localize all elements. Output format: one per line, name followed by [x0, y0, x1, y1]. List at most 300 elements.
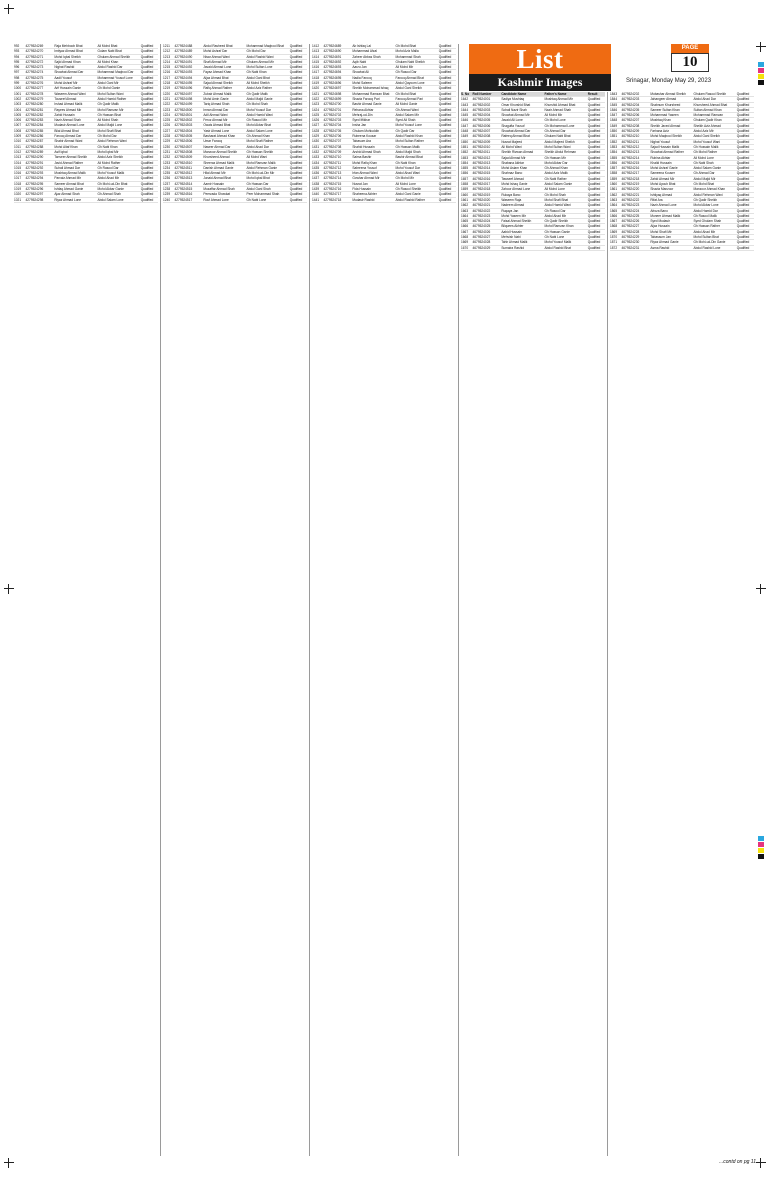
candidate-name-cell: Umar Farooq [203, 139, 223, 144]
result-cell: Qualified [587, 240, 601, 245]
table-row [312, 198, 456, 203]
roll-number-cell: 4279524492 [174, 65, 193, 70]
candidate-name-cell: Raja Mehboob Bhat [54, 44, 83, 48]
serial-cell: 1014 [14, 160, 22, 165]
roll-number-cell: 4679524227 [621, 224, 640, 229]
father-name-cell: Gh Qadir Dar [395, 128, 415, 133]
result-cell: Qualified [736, 123, 750, 128]
result-cell: Qualified [289, 86, 303, 91]
roll-number-cell: 4279524281 [25, 107, 44, 112]
roll-number-cell: 4279524274 [25, 70, 44, 75]
serial-cell: 1237 [163, 181, 171, 186]
roll-number-cell: 4679524009 [472, 139, 491, 144]
roll-number-cell: 4679524026 [472, 229, 491, 234]
candidate-name-cell: Omar Khurshid Bhat [501, 102, 531, 107]
father-name-cell: Abdul Gani Mir [97, 81, 119, 86]
father-name-cell: Mohd Ramzan Malik [246, 160, 276, 165]
result-cell: Qualified [438, 197, 452, 202]
candidate-name-cell: Sheeraz Ahmad Malik [203, 160, 235, 165]
roll-number-cell: 4279524275 [25, 75, 44, 80]
father-name-cell: Mohammad Maqbool Bhat [246, 44, 284, 48]
father-name-cell: Mushtaq Ahmad Mir [544, 97, 573, 102]
father-name-cell: Gh Hassan Sheikh [246, 149, 274, 154]
roll-number-cell: 4679524225 [621, 213, 640, 218]
roll-number-cell: 4279524271 [25, 54, 44, 59]
candidate-name-cell: Tahir Ahmad Malik [501, 240, 528, 245]
candidate-name-cell: Mohd Shafi Mir [650, 229, 672, 234]
serial-cell: 1212 [163, 49, 171, 54]
result-cell: Qualified [736, 107, 750, 112]
roll-number-cell: 4279524504 [174, 128, 193, 133]
roll-number-cell: 4279524296 [25, 187, 44, 192]
result-cell: Qualified [289, 128, 303, 133]
roll-number-cell: 4679524230 [621, 240, 640, 245]
roll-number-cell: 4279524517 [174, 197, 193, 202]
candidate-name-cell: Rehana Akhtar [352, 107, 374, 112]
candidate-name-cell: Afroza Bano [650, 208, 668, 213]
roll-number-cell: 4279524496 [174, 86, 193, 91]
result-cell: Qualified [587, 160, 601, 165]
roll-number-cell: 4679524017 [472, 182, 491, 187]
result-cell: Qualified [140, 86, 154, 91]
roll-number-cell: 4279524690 [323, 49, 342, 54]
serial-cell: 1656 [461, 171, 469, 176]
father-name-cell: Abdul Hamid Rather [97, 96, 127, 101]
candidate-name-cell: Bilal Ahmad Bhat [54, 128, 79, 133]
father-name-cell: Nazir Ahmad Shah [544, 107, 572, 112]
roll-number-cell: 4279524696 [323, 81, 342, 86]
candidate-name-cell: Zahid Hussain [54, 112, 75, 117]
father-name-cell: Abdul Rashid Wani [246, 54, 274, 59]
result-cell: Qualified [736, 213, 750, 218]
page-number-box [671, 44, 709, 72]
roll-number-cell: 4279524508 [174, 149, 193, 154]
result-cell: Qualified [736, 102, 750, 107]
serial-cell: 1008 [14, 128, 22, 133]
serial-cell: 1434 [312, 160, 320, 165]
result-cell: Qualified [438, 86, 452, 91]
father-name-cell: Mohd Yousuf Wani [693, 139, 720, 144]
roll-number-cell: 4279524291 [25, 160, 44, 165]
father-name-cell: Gh Mohd Ganie [97, 86, 121, 91]
father-name-cell: Gh Mohi-ud-Din Mir [246, 171, 275, 176]
result-cell: Qualified [587, 229, 601, 234]
result-cell: Qualified [736, 219, 750, 224]
roll-number-cell: 4279524495 [174, 81, 193, 86]
candidate-name-cell: Gowhar Ahmad Mir [352, 176, 380, 181]
result-cell: Qualified [438, 165, 452, 170]
candidate-name-cell: Ishfaq Ahmad Ganie [54, 187, 84, 192]
serial-cell: 1648 [461, 129, 469, 134]
father-name-cell: Gh Hassan Malik [395, 144, 420, 149]
father-name-cell: Ali Mohd Mir [544, 113, 563, 118]
candidate-name-cell: Mohd Ishaq Ganie [501, 182, 528, 187]
listing-column [163, 44, 307, 1156]
result-cell: Qualified [289, 181, 303, 186]
candidate-name-cell: Sheikh Rizwan Ahmad [501, 150, 534, 155]
roll-number-cell: 4679524014 [472, 166, 491, 171]
serial-cell: 1847 [610, 113, 618, 118]
serial-cell: 1845 [610, 102, 618, 107]
candidate-name-cell: Peerzada Showkat [203, 192, 231, 197]
result-cell: Qualified [140, 54, 154, 59]
serial-cell: 1004 [14, 107, 22, 112]
dateline: Srinagar, Monday May 29, 2023 [626, 78, 712, 84]
listing-column [312, 44, 456, 1156]
roll-number-cell: 4279524713 [323, 171, 342, 176]
candidate-name-cell: Tabasum Ara [352, 139, 371, 144]
candidate-name-cell: Rayees Ahmad Mir [54, 107, 82, 112]
result-cell: Qualified [289, 70, 303, 75]
result-cell: Qualified [438, 91, 452, 96]
serial-cell: 1019 [14, 187, 22, 192]
candidate-name-cell: Javaid Ali Lone [501, 118, 523, 123]
candidate-name-cell: Nadia Farooq [352, 75, 372, 80]
result-cell: Qualified [140, 112, 154, 117]
serial-cell: 1664 [461, 213, 469, 218]
roll-number-cell: 4679524213 [621, 150, 640, 155]
father-name-cell: Gh Ahmad Khan [544, 166, 568, 171]
father-name-cell: Syed Ghulam Shah [693, 219, 722, 224]
father-name-cell: Abdul Majid Mir [693, 176, 716, 181]
father-name-cell: Gh Hassan Ganie [544, 229, 570, 234]
result-cell: Qualified [289, 107, 303, 112]
roll-number-cell: 4679524024 [472, 219, 491, 224]
candidate-name-cell: Mohd Rafiq Khan [352, 160, 377, 165]
father-name-cell: Gh Mohi-ud-Din Ganie [693, 240, 726, 245]
candidate-name-cell: Syed Mudasir [650, 219, 670, 224]
roll-number-cell: 4279524501 [174, 112, 193, 117]
roll-number-cell: 4279524277 [25, 86, 44, 91]
candidate-name-cell: Muneer Ahmad Malik [650, 213, 681, 218]
candidate-name-cell: Aamir Hussain [203, 181, 225, 186]
candidate-name-cell: Irfan Ahmad Wani [352, 171, 378, 176]
candidate-name-cell: Candidate Name [501, 92, 527, 96]
page-number: 10 [671, 53, 709, 72]
result-cell: Qualified [736, 197, 750, 202]
candidate-name-cell: Mohd Altaf Khan [54, 144, 78, 149]
father-name-cell: Mohd Yousuf Lone [395, 123, 422, 128]
father-name-cell: Mohd Yousuf Dar [395, 165, 420, 170]
serial-cell: 1433 [312, 155, 320, 160]
result-cell: Qualified [289, 44, 303, 48]
roll-number-cell: 4279524697 [323, 86, 342, 91]
candidate-name-cell: Parvaiz Ahmad Mir [54, 176, 82, 181]
roll-number-cell: 4679524016 [472, 176, 491, 181]
candidate-name-cell: Nusrat Jan [352, 181, 368, 186]
father-name-cell: Gh Ahmad Shah [97, 192, 121, 197]
serial-cell: 1428 [312, 128, 320, 133]
color-swatch [758, 74, 764, 79]
roll-number-cell: 4279524701 [323, 107, 342, 112]
listing-column [461, 92, 605, 1156]
table-row [610, 246, 754, 251]
result-cell: Qualified [587, 245, 601, 250]
candidate-name-cell: Rouf Ahmad Lone [203, 197, 229, 202]
serial-cell: 1216 [163, 70, 171, 75]
listing-column [14, 44, 158, 1156]
candidate-name-cell: Mohd Aslam Khan [501, 166, 528, 171]
father-name-cell: Gh Mohammad Lone [544, 123, 575, 128]
candidate-name-cell: Fida Hussain [352, 187, 371, 192]
result-cell: Qualified [140, 44, 154, 48]
serial-cell: 1231 [163, 149, 171, 154]
result-cell: Qualified [438, 144, 452, 149]
registration-mark [756, 584, 766, 594]
serial-cell: 1430 [312, 139, 320, 144]
serial-cell: 1649 [461, 134, 469, 139]
result-cell: Qualified [289, 155, 303, 160]
candidate-name-cell: Javid Ahmad Rather [54, 160, 84, 165]
serial-cell: 1000 [14, 86, 22, 91]
result-cell: Qualified [289, 96, 303, 101]
roll-number-cell: 4279524704 [323, 123, 342, 128]
father-name-cell: Abdul Rashid Khan [395, 134, 423, 139]
roll-number-cell: 4679524010 [472, 144, 491, 149]
result-cell: Qualified [289, 75, 303, 80]
candidate-name-cell: Waseem Ahmad Wani [54, 91, 86, 96]
result-cell: Qualified [289, 112, 303, 117]
father-name-cell: Mohd Sultan Lone [246, 65, 273, 70]
roll-number-cell: 4679524013 [472, 160, 491, 165]
result-cell: Qualified [438, 160, 452, 165]
father-name-cell: Ali Mohd Ganie [395, 102, 418, 107]
serial-cell: 1869 [610, 229, 618, 234]
roll-number-cell: 4279524711 [323, 160, 342, 165]
serial-cell: 1431 [312, 144, 320, 149]
candidate-name-cell: Ruqaya Jan [501, 208, 519, 213]
father-name-cell: Abdul Ahad Wani [395, 171, 420, 176]
father-name-cell: Mohammad Shah [395, 54, 421, 59]
roll-number-cell: 4279524712 [323, 165, 342, 170]
candidate-name-cell: Aarzu Jan [352, 65, 367, 70]
serial-cell: 1670 [461, 245, 469, 250]
serial-cell: 1011 [14, 144, 21, 149]
result-cell: Qualified [140, 96, 154, 101]
serial-cell: 1419 [312, 81, 320, 86]
roll-number-cell: 4279524698 [323, 91, 342, 96]
candidate-name-cell: Showkat Ali [352, 70, 369, 75]
serial-cell: 1858 [610, 171, 618, 176]
roll-number-cell: 4279524699 [323, 96, 342, 101]
serial-cell: 1435 [312, 165, 320, 170]
masthead [469, 44, 611, 91]
father-name-cell: Abdul Salam Ganie [544, 182, 572, 187]
candidate-name-cell: Shabir Ahmad Wani [54, 139, 83, 144]
result-cell: Qualified [587, 129, 601, 134]
serial-cell: 1223 [163, 107, 171, 112]
serial-cell: 1211 [163, 44, 170, 48]
roll-number-cell: 4679524001 [472, 97, 491, 102]
candidate-name-cell: Imtiyaz Ahmad Bhat [54, 49, 83, 54]
result-cell: Qualified [736, 150, 750, 155]
candidate-name-cell: Hilal Ahmad Mir [203, 171, 226, 176]
roll-number-cell: 4679524002 [472, 102, 491, 107]
result-cell: Qualified [140, 107, 154, 112]
candidate-name-cell: Sajad Ahmad Sheikh [203, 81, 233, 86]
father-name-cell: Gh Qadir Malik [97, 102, 119, 107]
candidate-name-cell: Showkat Ahmad Rather [650, 150, 684, 155]
father-name-cell: Sheikh Aziz Ahmad [693, 123, 721, 128]
candidate-name-cell: Naseer Ahmad Dar [203, 144, 231, 149]
roll-number-cell: 4279524718 [323, 197, 342, 202]
candidate-name-cell: Mubashar Ahmad Sheikh [650, 92, 686, 96]
roll-number-cell: 4679524021 [472, 203, 491, 208]
serial-cell: 995 [14, 59, 20, 64]
page-label: PAGE [671, 44, 709, 53]
roll-number-cell: 4279524503 [174, 123, 193, 128]
father-name-cell: Abdul Ahad Mir [97, 176, 120, 181]
candidate-name-cell: Basharat Ahmad Khan [203, 134, 236, 139]
roll-number-cell: 4279524705 [323, 128, 342, 133]
result-cell: Qualified [438, 75, 452, 80]
serial-cell: 1239 [163, 192, 171, 197]
serial-cell: 1653 [461, 155, 469, 160]
result-cell: Qualified [140, 176, 154, 181]
roll-number-cell: 4679524224 [621, 208, 640, 213]
roll-number-cell: 4679524022 [472, 208, 491, 213]
roll-number-cell: 4279524513 [174, 176, 193, 181]
father-name-cell: Gh Hassan Dar [246, 181, 269, 186]
father-name-cell: Gh Mohd Shah [246, 102, 268, 107]
father-name-cell: Abdul Rashid Bhat [544, 245, 571, 250]
serial-cell: 1848 [610, 118, 618, 123]
roll-number-cell: 4679524219 [621, 182, 640, 187]
father-name-cell: Abdul Salam Lone [97, 197, 124, 202]
father-name-cell: Khurshid Ahmad Bhat [544, 102, 576, 107]
candidate-name-cell: Nusrat Majeed [501, 139, 523, 144]
roll-number-cell: 4679524203 [621, 97, 640, 102]
result-cell: Qualified [289, 134, 303, 139]
candidate-name-cell: Sheikh Mohammad Ishaq [352, 86, 389, 91]
candidate-name-cell: Suhail Ahmad Dar [54, 165, 81, 170]
roll-number-cell: 4679524202 [621, 92, 640, 96]
candidate-name-cell: Sabreena Yousuf [352, 165, 377, 170]
candidate-name-cell: Tabassum Jan [650, 235, 671, 240]
father-name-cell: Gh Mohd Lone [544, 118, 566, 123]
candidate-name-cell: Ali Mohd Wani [501, 144, 522, 149]
serial-cell: 1213 [163, 54, 171, 59]
roll-number-cell: 4279524515 [174, 187, 193, 192]
table-row [14, 198, 158, 203]
father-name-cell: Gh Nabi Shah [693, 160, 714, 165]
result-cell: Qualified [289, 144, 303, 149]
result-cell: Qualified [587, 144, 601, 149]
father-name-cell: Abdul Ahad Dar [246, 144, 269, 149]
serial-cell: 1644 [461, 107, 469, 112]
roll-number-cell: 4279524298 [25, 197, 44, 202]
candidate-name-cell: Mohd Saleem [352, 81, 372, 86]
roll-number-cell: 4279524715 [323, 181, 342, 186]
result-cell: Qualified [289, 187, 303, 192]
result-cell: Qualified [438, 44, 452, 48]
roll-number-cell: 4279524510 [174, 160, 193, 165]
roll-number-cell: 4279524707 [323, 139, 342, 144]
candidate-name-cell: Shazia Farooq Pari [352, 96, 380, 101]
serial-cell: 1421 [312, 91, 320, 96]
candidate-name-cell: Aijaz Hussain [650, 224, 670, 229]
father-name-cell: Mohammad Ramzan [693, 113, 724, 118]
father-name-cell: Manzoor Ahmad Khan [693, 187, 726, 192]
father-name-cell: Abdul Salam Mir [395, 112, 419, 117]
result-cell: Qualified [438, 181, 452, 186]
father-name-cell: Mohd Iqbal Bhat [246, 176, 270, 181]
result-cell: Qualified [438, 96, 452, 101]
roll-number-cell: 4679524217 [621, 171, 640, 176]
serial-cell: 1441 [312, 197, 320, 202]
result-cell: Qualified [587, 150, 601, 155]
candidate-name-cell: Showkat Ahmad Dar [501, 129, 531, 134]
serial-cell: 1860 [610, 182, 618, 187]
serial-cell: 1418 [312, 75, 320, 80]
father-name-cell: Mohd Sultan Rather [395, 139, 424, 144]
result-cell: Qualified [140, 102, 154, 107]
candidate-name-cell: Sadiya Mushtaq [501, 97, 525, 102]
serial-cell: 1861 [610, 187, 618, 192]
candidate-name-cell: Feroz Ahmad Mir [203, 118, 228, 123]
roll-number-cell: 4279524284 [25, 123, 44, 128]
roll-number-cell: 4279524292 [25, 165, 44, 170]
candidate-name-cell: Sajad Ahmad Mir [501, 155, 526, 160]
father-name-cell: Abdul Salam Lone [246, 128, 273, 133]
roll-number-cell: 4679524231 [621, 245, 640, 250]
serial-cell: 1659 [461, 187, 469, 192]
result-cell: Qualified [736, 171, 750, 176]
result-cell: Qualified [140, 155, 154, 160]
serial-cell: 1850 [610, 129, 618, 134]
candidate-name-cell: Khalid Hussain [650, 160, 672, 165]
result-cell: Qualified [736, 240, 750, 245]
candidate-name-cell: Asif Iqbal [54, 149, 68, 154]
candidate-name-cell: Arshid Ahmad Shah [352, 149, 381, 154]
roll-number-cell: 4679524020 [472, 197, 491, 202]
serial-cell: 1217 [163, 75, 171, 80]
result-cell: Qualified [736, 92, 750, 96]
candidate-name-cell: Shagufta Yousuf [501, 123, 525, 128]
result-cell: Qualified [438, 187, 452, 192]
candidate-name-cell: Farooq Ahmad Dar [54, 134, 82, 139]
father-name-cell: Mohd Akbar Lone [693, 203, 719, 208]
father-name-cell: Gh Mohd Bhat [693, 182, 715, 187]
candidate-name-cell: Mohammad Ramzan Bhat [352, 91, 390, 96]
result-cell: Qualified [438, 128, 452, 133]
result-cell: Qualified [736, 182, 750, 187]
serial-cell: 1849 [610, 123, 618, 128]
father-name-cell: Abdul Hamid Wani [544, 203, 571, 208]
registration-mark [4, 1158, 14, 1168]
result-cell: Qualified [736, 113, 750, 118]
father-name-cell: Farooq Ahmad Bhat [395, 75, 424, 80]
father-name-cell: Abdul Aziz Sheikh [97, 155, 124, 160]
roll-number-cell: 4679524215 [621, 160, 640, 165]
father-name-cell: Gh Mohd Dar [97, 134, 117, 139]
result-cell: Qualified [438, 112, 452, 117]
serial-cell: 1234 [163, 165, 171, 170]
roll-number-cell: 4679524221 [621, 192, 640, 197]
serial-cell: 1651 [461, 144, 469, 149]
father-name-cell: Gh Qadir Malik [246, 91, 268, 96]
father-name-cell: Abdul Gani Sheikh [395, 86, 422, 91]
result-cell: Qualified [736, 245, 750, 250]
candidate-name-cell: Arif Hussain Ganie [54, 86, 81, 91]
serial-cell: 1855 [610, 155, 618, 160]
father-name-cell: Mohd Ramzan Mir [97, 107, 124, 112]
result-cell: Qualified [140, 160, 154, 165]
serial-cell: 1862 [610, 192, 618, 197]
serial-cell: 1654 [461, 160, 469, 165]
candidate-name-cell: Imran Ahmad Dar [203, 107, 229, 112]
result-cell: Qualified [289, 102, 303, 107]
